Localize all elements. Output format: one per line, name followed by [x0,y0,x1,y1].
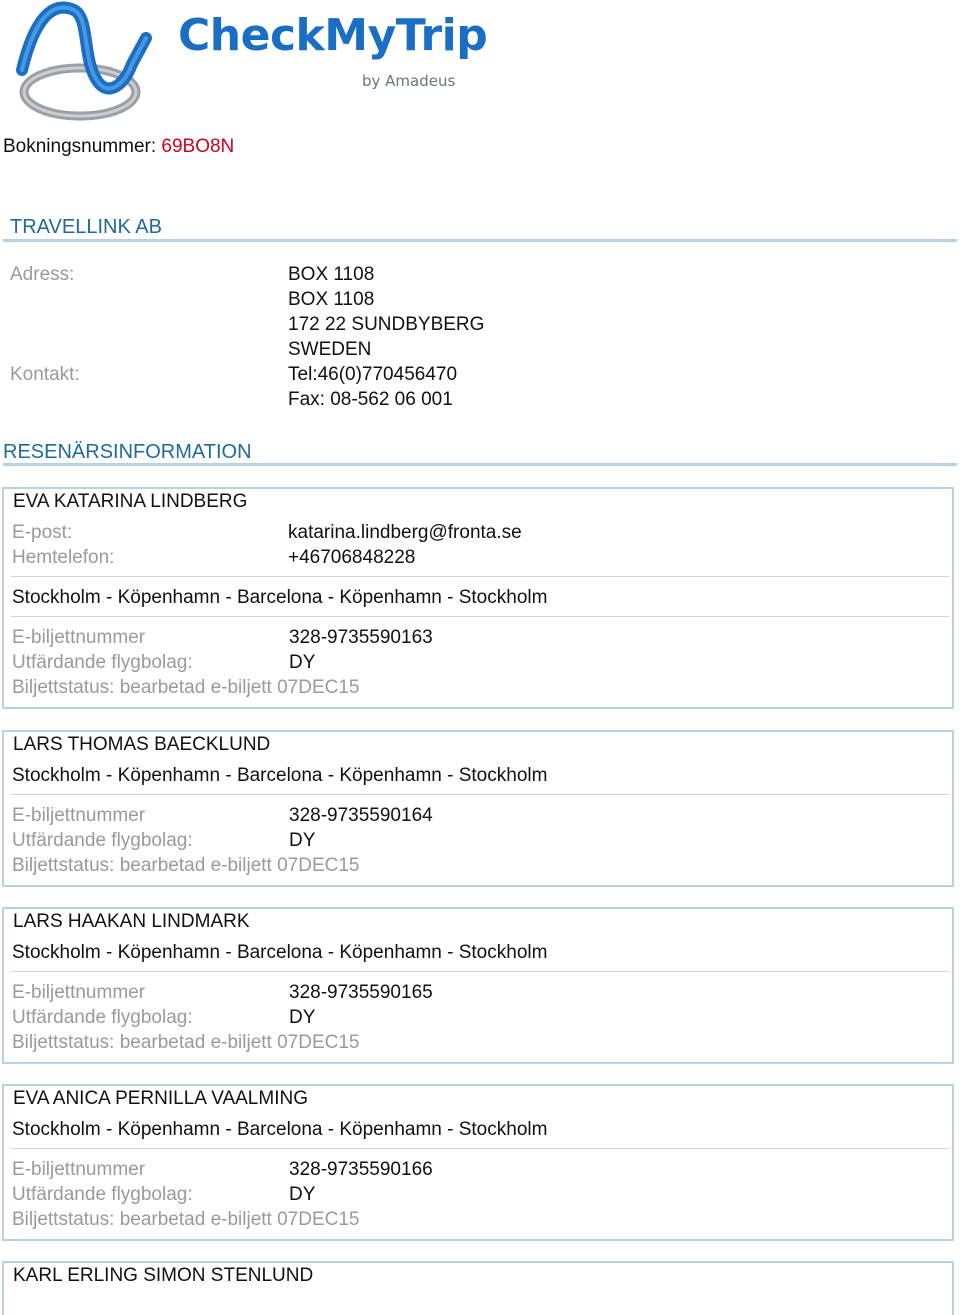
route: Stockholm - Köpenhamn - Barcelona - Köpenhamn - Stockholm [12,1119,548,1140]
passenger-card [2,907,954,1064]
contact-phone: Tel:46(0)770456470 [288,364,458,385]
home-phone-value: +46706848228 [288,547,416,568]
issuing-airline-value: DY [289,830,316,851]
issuing-airline-label: Utfärdande flygbolag: [12,1007,193,1028]
email-value: katarina.lindberg@fronta.se [288,522,522,543]
address-line-2: BOX 1108 [288,289,375,310]
passenger-name: KARL ERLING SIMON STENLUND [13,1265,314,1286]
brand-name: CheckMyTrip [178,10,488,61]
checkmytrip-logo [12,0,488,125]
issuing-airline-label: Utfärdande flygbolag: [12,652,193,673]
address-line-1: BOX 1108 [288,264,375,285]
divider [11,576,949,577]
eticket-number: 328-9735590166 [289,1159,433,1180]
divider [11,1148,949,1149]
passenger-name: LARS HAAKAN LINDMARK [13,911,250,932]
passenger-name: EVA KATARINA LINDBERG [13,491,248,512]
ticket-status: Biljettstatus: bearbetad e-biljett 07DEC15 [12,677,360,698]
travellers-title-rule [3,463,957,466]
checkmytrip-logo-icon [12,0,162,125]
booking-number-label: Bokningsnummer: [3,136,157,157]
email-label: E-post: [12,522,73,543]
issuing-airline-label: Utfärdande flygbolag: [12,830,193,851]
eticket-label: E-biljettnummer [12,982,146,1003]
home-phone-label: Hemtelefon: [12,547,115,568]
brand-tagline: by Amadeus [362,72,456,90]
passenger-card [2,487,954,709]
ticket-status: Biljettstatus: bearbetad e-biljett 07DEC15 [12,1209,360,1230]
route: Stockholm - Köpenhamn - Barcelona - Köpenhamn - Stockholm [12,942,548,963]
divider [11,971,949,972]
passenger-card [2,730,954,887]
route: Stockholm - Köpenhamn - Barcelona - Köpenhamn - Stockholm [12,765,548,786]
agency-title: TRAVELLINK AB [10,216,162,238]
booking-number-value: 69BO8N [161,136,235,157]
issuing-airline-value: DY [289,1184,316,1205]
eticket-label: E-biljettnummer [12,1159,146,1180]
issuing-airline-value: DY [289,652,316,673]
eticket-number: 328-9735590164 [289,805,433,826]
address-line-3: 172 22 SUNDBYBERG [288,314,485,335]
issuing-airline-value: DY [289,1007,316,1028]
passenger-name: LARS THOMAS BAECKLUND [13,734,271,755]
passenger-name: EVA ANICA PERNILLA VAALMING [13,1088,308,1109]
booking-number-line [3,136,234,158]
eticket-label: E-biljettnummer [12,805,146,826]
contact-label: Kontakt: [10,364,80,385]
ticket-status: Biljettstatus: bearbetad e-biljett 07DEC15 [12,1032,360,1053]
eticket-number: 328-9735590163 [289,627,433,648]
ticket-status: Biljettstatus: bearbetad e-biljett 07DEC15 [12,855,360,876]
divider [11,794,949,795]
route: Stockholm - Köpenhamn - Barcelona - Köpenhamn - Stockholm [12,587,548,608]
contact-fax: Fax: 08-562 06 001 [288,389,453,410]
issuing-airline-label: Utfärdande flygbolag: [12,1184,193,1205]
eticket-number: 328-9735590165 [289,982,433,1003]
passenger-card [2,1261,954,1315]
eticket-label: E-biljettnummer [12,627,146,648]
address-line-4: SWEDEN [288,339,372,360]
address-label: Adress: [10,264,75,285]
passenger-card [2,1084,954,1241]
travellers-title: RESENÄRSINFORMATION [3,441,252,463]
agency-title-rule [3,239,957,242]
divider [11,616,949,617]
